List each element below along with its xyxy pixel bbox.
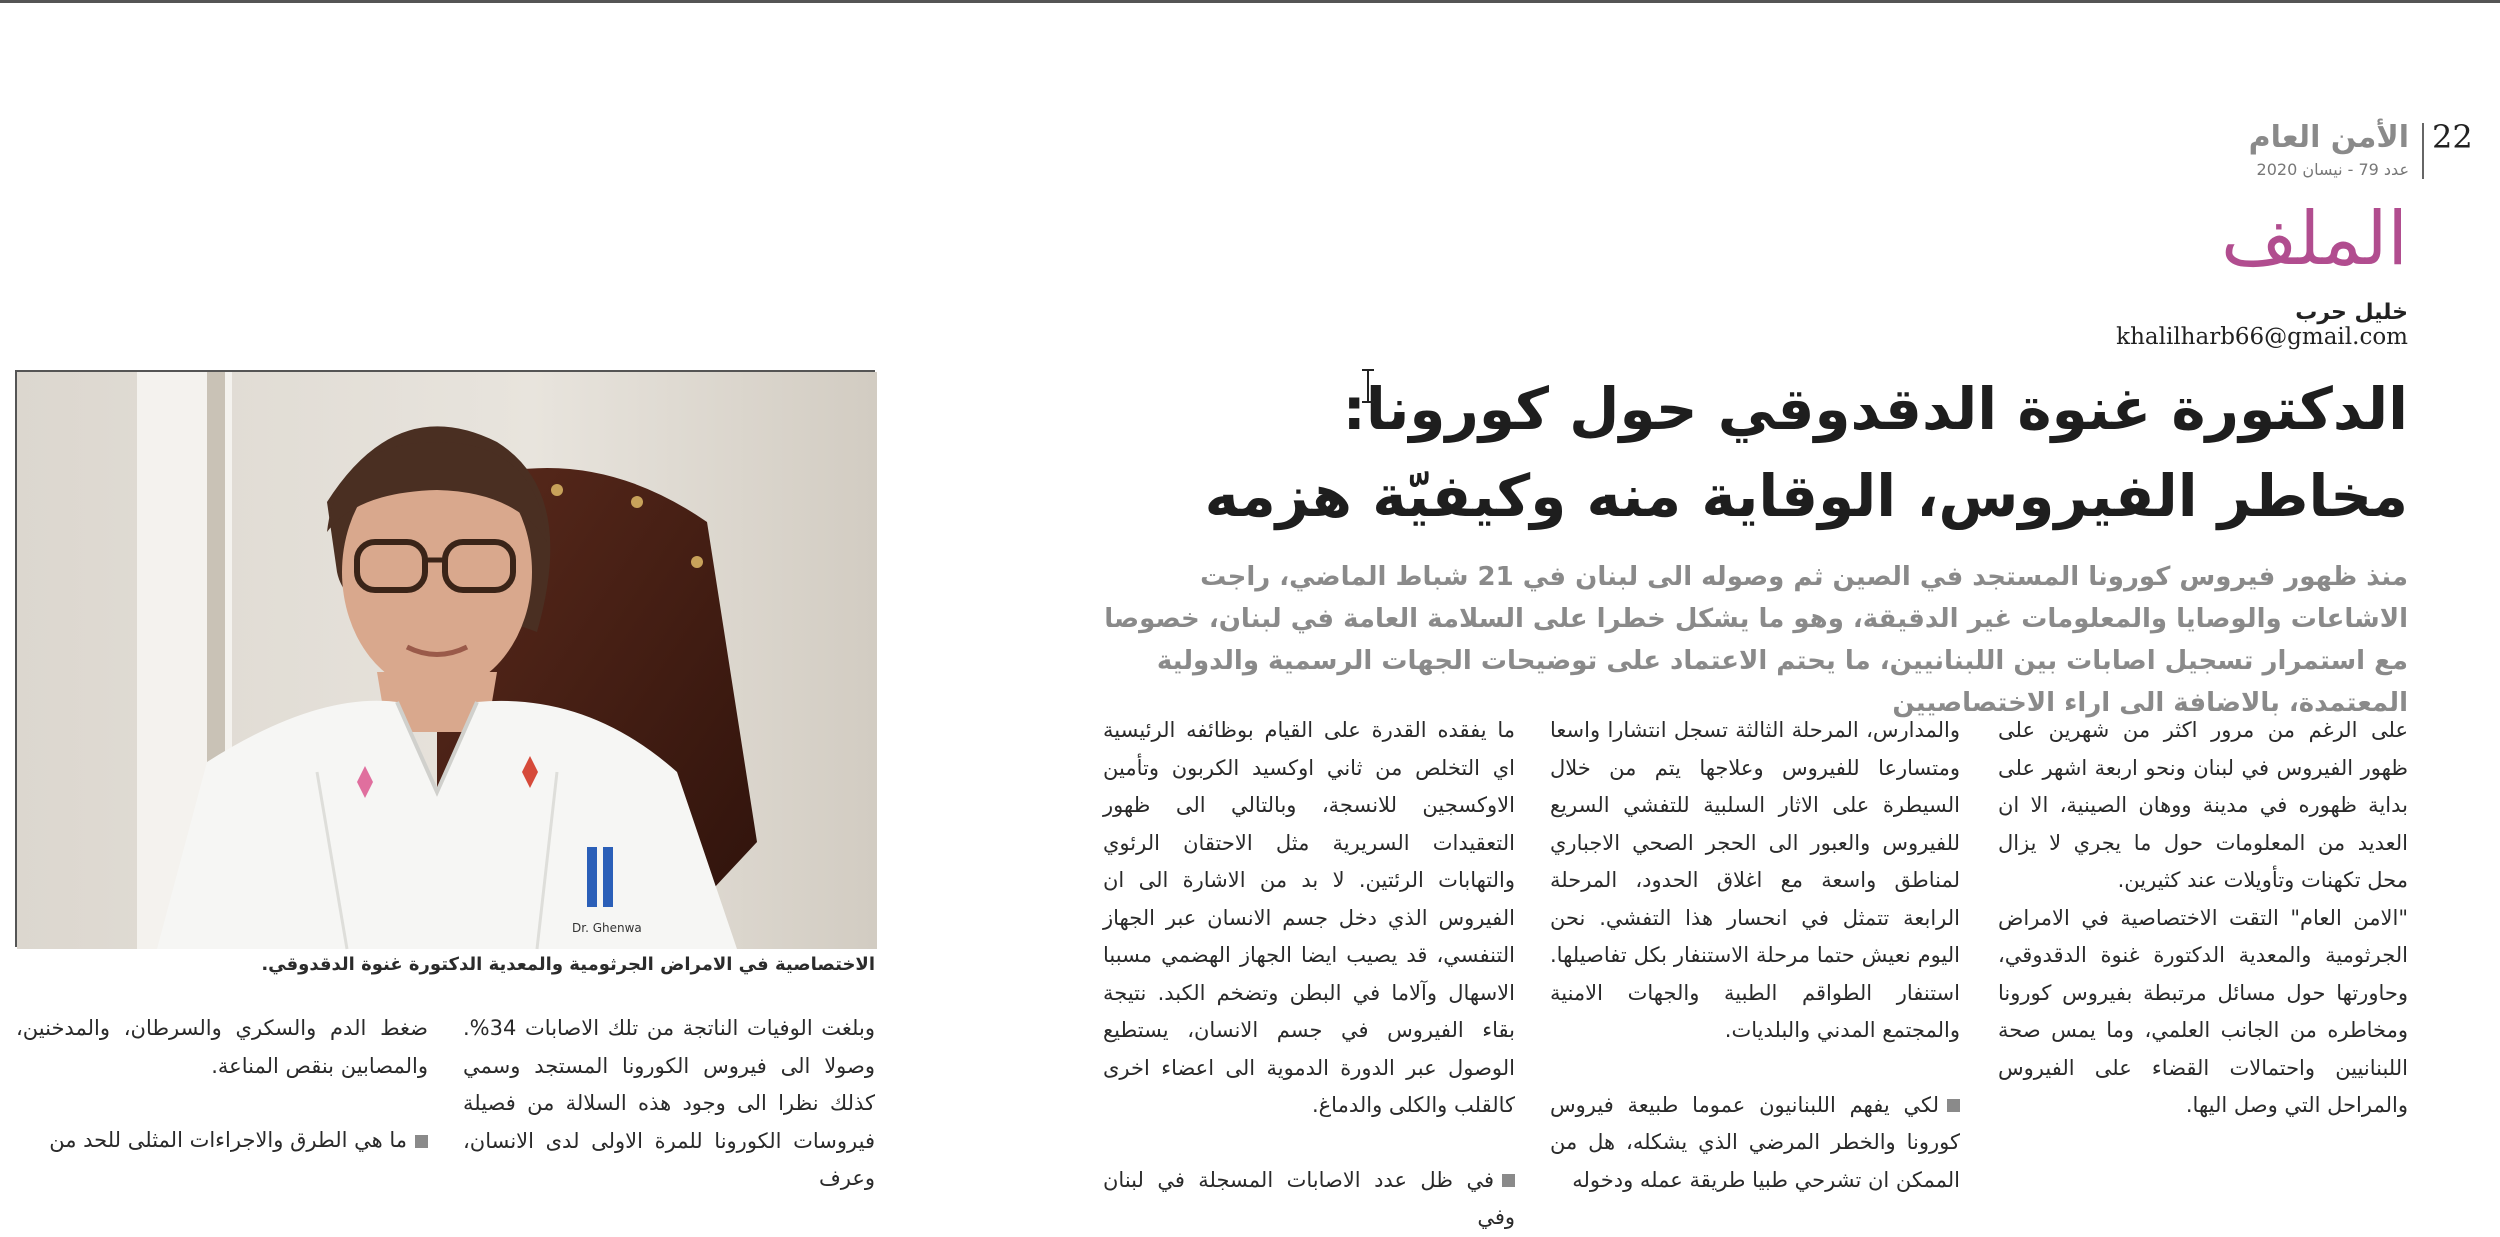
article-column-1 (1998, 712, 2408, 1125)
headline-line-2: مخاطر الفيروس، الوقاية منه وكيفيّة هزمه (1204, 462, 2408, 530)
headline-line-1: الدكتورة غنوة الدقدوقي حول كورونا: (1342, 375, 2408, 443)
author-email[interactable]: khalilharb66@gmail.com (2116, 324, 2408, 350)
article-column-5 (16, 1010, 428, 1177)
section-title: الملف (2221, 196, 2408, 282)
issue-line: عدد 79 - نيسان 2020 (2256, 160, 2409, 179)
author-name: خليل حرب (2295, 300, 2408, 325)
magazine-name: الأمن العام (2248, 120, 2409, 155)
lead-paragraph: منذ ظهور فيروس كورونا المستجد في الصين ثم وصوله الى لبنان في 21 شباط الماضي، راجت الاشاعات والوصايا والمعلومات غير الدقيقة، وهو ما يشكل خطرا على السلامة العامة في لبنان، خصوصا مع استمرار تسجيل اصابات بين اللبنانيين، ما يحتم الاعتماد على توضيحات الجهات الرسمية والدولية المعتمدة، بالاضافة الى اراء الاختصاصيين (1104, 562, 2408, 718)
column-1-paragraph-2: "الامن العام" التقت الاختصاصية في الامراض الجرثومية والمعدية الدكتورة غنوة الدقدوقي، وحاورتها حول مسائل مرتبطة بفيروس كورونا ومخاطره من الجانب العلمي، وما يمس صحة اللبنانيين واحتمالات القضاء على الفيروس والمراحل التي وصل اليها. (1998, 905, 2408, 1117)
photo-caption: الاختصاصية في الامراض الجرثومية والمعدية الدكتورة غنوة الدقدوقي. (261, 954, 875, 975)
column-2-question-1: لكي يفهم اللبنانيون عموما طبيعة فيروس كورونا والخطر المرضي الذي يشكله، هل من الممكن ان تشرحي طبيا طريقة عمله ودخوله (1550, 1092, 1960, 1192)
column-1-paragraph-1: على الرغم من مرور اكثر من شهرين على ظهور الفيروس في لبنان ونحو اربعة اشهر على بداية ظهوره في مدينة ووهان الصينية، الا ان العديد من المعلومات حول ما يجري لا يزال محل تكهنات وتأويلات عند كثيرين. (1998, 718, 2408, 892)
text-cursor-icon (1360, 368, 1376, 404)
column-5-paragraph-1: ضغط الدم والسكري والسرطان، والمدخنين، والمصابين بنقص المناعة. (16, 1016, 428, 1078)
column-3-paragraph-1: ما يفقده القدرة على القيام بوظائفه الرئيسية اي التخلص من ثاني اوكسيد الكربون وتأمين الاوكسجين للانسجة، وبالتالي الى ظهور التعقيدات السريرية مثل الاحتقان الرئوي والتهابات الرئتين. لا بد من الاشارة الى ان الفيروس الذي دخل جسم الانسان عبر الجهاز التنفسي، قد يصيب ايضا الجهاز الهضمي مسببا الاسهال وآلاما في البطن وتضخم الكبد. نتيجة بقاء الفيروس في جسم الانسان، يستطيع الوصول عبر الدورة الدموية الى اعضاء اخرى كالقلب والكلى والدماغ. (1103, 718, 1515, 1117)
article-column-2 (1550, 712, 1960, 1192)
question-bullet-icon (1502, 1174, 1515, 1187)
headline (1088, 366, 2408, 540)
top-border (0, 0, 2500, 3)
page-number: 22 (2432, 118, 2473, 156)
column-5-question-1: ما هي الطرق والاجراءات المثلى للحد من (16, 1122, 428, 1160)
column-3-question-1: في ظل عدد الاصابات المسجلة في لبنان وفي (1103, 1167, 1515, 1229)
question-bullet-icon (1947, 1099, 1960, 1112)
coat-name-badge: Dr. Ghenwa (572, 921, 642, 935)
doctor-photo (15, 370, 875, 947)
column-2-paragraph-1: والمدارس، المرحلة الثالثة تسجل انتشارا واسعا ومتسارعا للفيروس وعلاجها يتم من خلال السيطرة على الاثار السلبية للتفشي السريع للفيروس والعبور الى الحجر الصحي الاجباري لمناطق واسعة مع اغلاق الحدود، المرحلة الرابعة تتمثل في انحسار هذا التفشي. نحن اليوم نعيش حتما مرحلة الاستنفار بكل تفاصيلها. استنفار الطواقم الطبية والجهات الامنية والمجتمع المدني والبلديات. (1550, 718, 1960, 1042)
doctor-portrait-image (17, 372, 877, 949)
question-bullet-icon (415, 1135, 428, 1148)
header-divider (2422, 123, 2424, 179)
article-column-4 (463, 1010, 875, 1190)
article-column-3 (1103, 712, 1515, 1229)
column-4-paragraph-1: وبلغت الوفيات الناتجة من تلك الاصابات 34%. وصولا الى فيروس الكورونا المستجد وسمي كذلك نظرا الى وجود هذه السلالة من فصيلة فيروسات الكورونا للمرة الاولى لدى الانسان، وعرف (463, 1016, 875, 1190)
